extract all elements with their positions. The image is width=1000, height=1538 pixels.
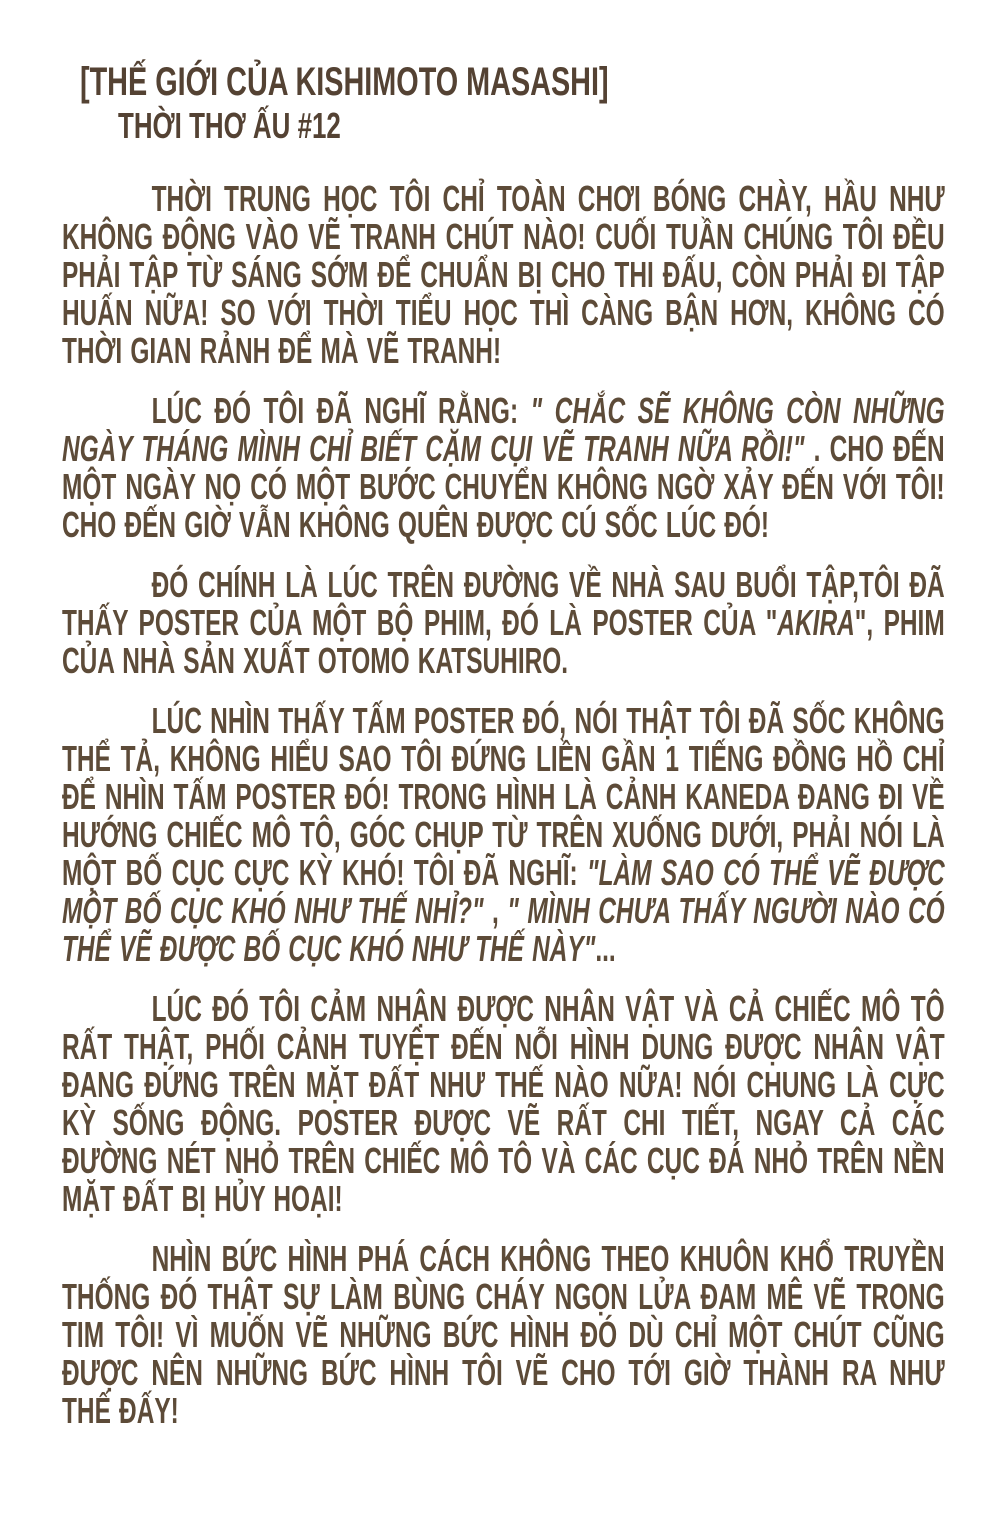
quoted-italic-text: "LÀM SAO CÓ THỂ VẼ ĐƯỢC MỘT BỐ CỤC KHÓ NHƯ THẾ NHỈ?" [62,852,945,931]
body-text: THỜI TRUNG HỌC TÔI CHỈ TOÀN CHƠI BÓNG CHÀY, HẦU NHƯ KHÔNG ĐỘNG VÀO VẼ TRANH CHÚT NÀO! CUỐI TUẦN CHÚNG TÔI ĐỀU PHẢI TẬP TỪ SÁNG SỚM ĐỂ CHUẨN BỊ CHO THI ĐẤU, CÒN PHẢI ĐI TẬP HUẤN NỮA! SO VỚI THỜI TIỂU HỌC THÌ CÀNG BẬN HƠN, KHÔNG CÓ THỜI GIAN RẢNH ĐỂ MÀ VẼ TRANH! [62,178,945,371]
body-text: LÚC ĐÓ TÔI ĐÃ NGHĨ RẰNG: [151,390,531,431]
body-text: LÚC ĐÓ TÔI CẢM NHẬN ĐƯỢC NHÂN VẬT VÀ CẢ CHIẾC MÔ TÔ RẤT THẬT, PHỐI CẢNH TUYỆT ĐẾN NỖI HÌNH DUNG ĐƯỢC NHÂN VẬT ĐANG ĐỨNG TRÊN MẶT ĐẤT NHƯ THẾ NÀO NỮA! NÓI CHUNG LÀ CỰC KỲ SỐNG ĐỘNG. POSTER ĐƯỢC VẼ RẤT CHI TIẾT, NGAY CẢ CÁC ĐƯỜNG NÉT NHỎ TRÊN CHIẾC MÔ TÔ VÀ CÁC CỤC ĐÁ NHỎ TRÊN NỀN MẶT ĐẤT BỊ HỦY HOẠI! [62,988,945,1219]
body-text: ", PHIM CỦA NHÀ SẢN XUẤT OTOMO KATSUHIRO. [62,602,945,681]
page-subtitle-text: THỜI THƠ ẤU #12 [118,105,341,146]
paragraph [62,566,945,680]
quoted-italic-text: " CHẮC SẼ KHÔNG CÒN NHỮNG NGÀY THÁNG MÌNH CHỈ BIẾT CẶM CỤI VẼ TRANH NỮA RỒI!" [62,390,945,469]
body-text: , [483,890,508,931]
quoted-italic-text: AKIRA [777,602,855,643]
paragraph [62,1240,945,1430]
body-text: NHÌN BỨC HÌNH PHÁ CÁCH KHÔNG THEO KHUÔN KHỔ TRUYỀN THỐNG ĐÓ THẬT SỰ LÀM BÙNG CHÁY NGỌN LỬA ĐAM MÊ VẼ TRONG TIM TÔI! VÌ MUỐN VẼ NHỮNG BỨC HÌNH ĐÓ DÙ CHỈ MỘT CHÚT CŨNG ĐƯỢC NÊN NHỮNG BỨC HÌNH TÔI VẼ CHO TỚI GIỜ THÀNH RA NHƯ THẾ ĐẤY! [62,1238,945,1431]
body-text: ... [595,928,616,969]
page-title-text: [THẾ GIỚI CỦA KISHIMOTO MASASHI] [80,60,609,104]
paragraph [62,702,945,968]
page-title [80,60,1000,104]
paragraph [62,392,945,544]
content [62,180,945,1430]
paragraph [62,990,945,1218]
quoted-italic-text: " MÌNH CHƯA THẤY NGƯỜI NÀO CÓ THỂ VẼ ĐƯỢC BỐ CỤC KHÓ NHƯ THẾ NÀY" [62,890,945,969]
body-text: LÚC NHÌN THẤY TẤM POSTER ĐÓ, NÓI THẬT TÔI ĐÃ SỐC KHÔNG THỂ TẢ, KHÔNG HIỂU SAO TÔI ĐỨNG LIỀN GẦN 1 TIẾNG ĐỒNG HỒ CHỈ ĐỂ NHÌN TẤM POSTER ĐÓ! TRONG HÌNH LÀ CẢNH KANEDA ĐANG ĐI VỀ HƯỚNG CHIẾC MÔ TÔ, GÓC CHỤP TỪ TRÊN XUỐNG DƯỚI, PHẢI NÓI LÀ MỘT BỐ CỤC CỰC KỲ KHÓ! TÔI ĐÃ NGHĨ: [62,700,945,893]
body-text: ĐÓ CHÍNH LÀ LÚC TRÊN ĐƯỜNG VỀ NHÀ SAU BUỔI TẬP,TÔI ĐÃ THẤY POSTER CỦA MỘT BỘ PHIM, ĐÓ LÀ POSTER CỦA " [62,564,945,643]
body-text: . CHO ĐẾN MỘT NGÀY NỌ CÓ MỘT BƯỚC CHUYỂN KHÔNG NGỜ XẢY ĐẾN VỚI TÔI! CHO ĐẾN GIỜ VẪN KHÔNG QUÊN ĐƯỢC CÚ SỐC LÚC ĐÓ! [62,428,945,545]
paragraph [62,180,945,370]
page-subtitle [118,106,1000,146]
